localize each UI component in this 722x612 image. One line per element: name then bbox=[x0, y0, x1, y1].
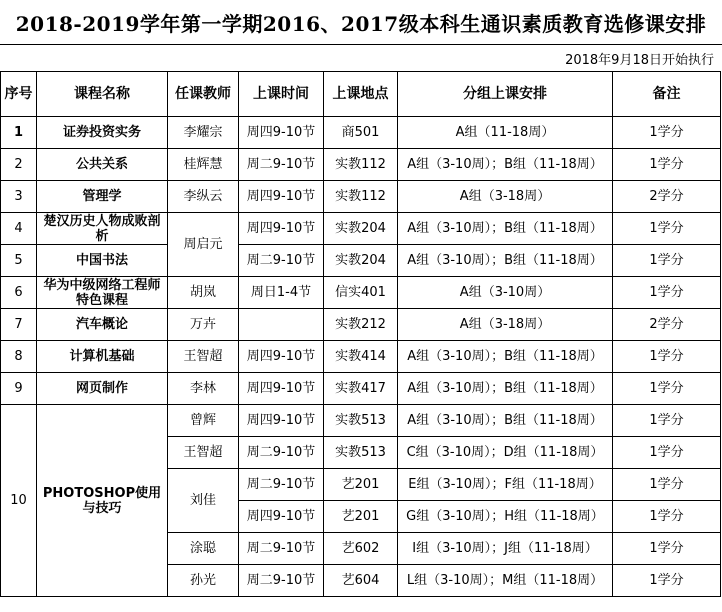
group-arrangement: A组（3-18周） bbox=[398, 309, 613, 341]
class-place: 实教204 bbox=[324, 245, 398, 277]
col-header-group: 分组上课安排 bbox=[398, 72, 613, 117]
credit-note: 1学分 bbox=[613, 373, 721, 405]
credit-note: 1学分 bbox=[613, 277, 721, 309]
course-name: 管理学 bbox=[37, 181, 168, 213]
class-place: 实教513 bbox=[324, 437, 398, 469]
class-time: 周四9-10节 bbox=[239, 405, 324, 437]
credit-note: 1学分 bbox=[613, 437, 721, 469]
page-title: 2018-2019学年第一学期2016、2017级本科生通识素质教育选修课安排 bbox=[15, 11, 707, 36]
table-row bbox=[1, 405, 721, 437]
table-row bbox=[1, 373, 721, 405]
course-name: 楚汉历史人物成败剖析 bbox=[37, 213, 168, 245]
course-name: 公共关系 bbox=[37, 149, 168, 181]
table-row bbox=[1, 277, 721, 309]
group-arrangement: A组（3-10周）；B组（11-18周） bbox=[398, 245, 613, 277]
class-place: 实教513 bbox=[324, 405, 398, 437]
class-time: 周二9-10节 bbox=[239, 437, 324, 469]
class-place: 实教414 bbox=[324, 341, 398, 373]
col-header-note: 备注 bbox=[613, 72, 721, 117]
group-arrangement: A组（3-10周）；B组（11-18周） bbox=[398, 149, 613, 181]
table-row bbox=[1, 341, 721, 373]
row-number: 9 bbox=[1, 373, 37, 405]
class-place: 实教112 bbox=[324, 181, 398, 213]
class-time: 周四9-10节 bbox=[239, 341, 324, 373]
row-number: 5 bbox=[1, 245, 37, 277]
class-time: 周日1-4节 bbox=[239, 277, 324, 309]
header-row bbox=[1, 72, 721, 117]
credit-note: 2学分 bbox=[613, 181, 721, 213]
course-name: 华为中级网络工程师特色课程 bbox=[37, 277, 168, 309]
col-header-course: 课程名称 bbox=[37, 72, 168, 117]
course-name: 网页制作 bbox=[37, 373, 168, 405]
class-time: 周四9-10节 bbox=[239, 181, 324, 213]
group-arrangement: A组（3-10周）；B组（11-18周） bbox=[398, 341, 613, 373]
class-place: 实教112 bbox=[324, 149, 398, 181]
class-place: 艺604 bbox=[324, 565, 398, 597]
group-arrangement: A组（3-18周） bbox=[398, 181, 613, 213]
credit-note: 1学分 bbox=[613, 501, 721, 533]
course-name: 中国书法 bbox=[37, 245, 168, 277]
credit-note: 1学分 bbox=[613, 565, 721, 597]
row-number: 3 bbox=[1, 181, 37, 213]
teacher-name: 李林 bbox=[168, 373, 239, 405]
credit-note: 2学分 bbox=[613, 309, 721, 341]
credit-note: 1学分 bbox=[613, 117, 721, 149]
start-date-note: 2018年9月18日开始执行 bbox=[565, 53, 714, 68]
credit-note: 1学分 bbox=[613, 469, 721, 501]
teacher-name: 万卉 bbox=[168, 309, 239, 341]
group-arrangement: G组（3-10周）；H组（11-18周） bbox=[398, 501, 613, 533]
row-number: 2 bbox=[1, 149, 37, 181]
class-place: 实教204 bbox=[324, 213, 398, 245]
course-name: PHOTOSHOP使用与技巧 bbox=[37, 405, 168, 597]
row-number: 10 bbox=[1, 405, 37, 597]
credit-note: 1学分 bbox=[613, 149, 721, 181]
teacher-name: 胡岚 bbox=[168, 277, 239, 309]
col-header-time: 上课时间 bbox=[239, 72, 324, 117]
table-row bbox=[1, 309, 721, 341]
group-arrangement: A组（3-10周）；B组（11-18周） bbox=[398, 373, 613, 405]
group-arrangement: A组（3-10周） bbox=[398, 277, 613, 309]
course-name: 证券投资实务 bbox=[37, 117, 168, 149]
group-arrangement: E组（3-10周）；F组（11-18周） bbox=[398, 469, 613, 501]
table-row bbox=[1, 149, 721, 181]
teacher-name: 刘佳 bbox=[168, 469, 239, 533]
group-arrangement: A组（11-18周） bbox=[398, 117, 613, 149]
class-time: 周四9-10节 bbox=[239, 501, 324, 533]
teacher-name: 孙光 bbox=[168, 565, 239, 597]
row-number: 6 bbox=[1, 277, 37, 309]
credit-note: 1学分 bbox=[613, 245, 721, 277]
group-arrangement: L组（3-10周）；M组（11-18周） bbox=[398, 565, 613, 597]
class-place: 商501 bbox=[324, 117, 398, 149]
class-place: 实教417 bbox=[324, 373, 398, 405]
row-number: 8 bbox=[1, 341, 37, 373]
class-time: 周二9-10节 bbox=[239, 533, 324, 565]
class-time: 周四9-10节 bbox=[239, 213, 324, 245]
class-place: 艺602 bbox=[324, 533, 398, 565]
class-place: 实教212 bbox=[324, 309, 398, 341]
class-time: 周二9-10节 bbox=[239, 469, 324, 501]
row-number: 7 bbox=[1, 309, 37, 341]
group-arrangement: I组（3-10周）；J组（11-18周） bbox=[398, 533, 613, 565]
teacher-name: 涂聪 bbox=[168, 533, 239, 565]
class-time: 周四9-10节 bbox=[239, 373, 324, 405]
class-time: 周二9-10节 bbox=[239, 565, 324, 597]
class-place: 信实401 bbox=[324, 277, 398, 309]
col-header-place: 上课地点 bbox=[324, 72, 398, 117]
teacher-name: 桂辉慧 bbox=[168, 149, 239, 181]
group-arrangement: C组（3-10周）；D组（11-18周） bbox=[398, 437, 613, 469]
course-name: 计算机基础 bbox=[37, 341, 168, 373]
table-row bbox=[1, 213, 721, 245]
table-row bbox=[1, 181, 721, 213]
row-number: 4 bbox=[1, 213, 37, 245]
group-arrangement: A组（3-10周）；B组（11-18周） bbox=[398, 213, 613, 245]
class-place: 艺201 bbox=[324, 501, 398, 533]
schedule-table bbox=[0, 71, 721, 597]
table-row bbox=[1, 245, 721, 277]
col-header-no: 序号 bbox=[1, 72, 37, 117]
group-arrangement: A组（3-10周）；B组（11-18周） bbox=[398, 405, 613, 437]
class-time: 周二9-10节 bbox=[239, 245, 324, 277]
table-row bbox=[1, 117, 721, 149]
teacher-name: 周启元 bbox=[168, 213, 239, 277]
credit-note: 1学分 bbox=[613, 213, 721, 245]
credit-note: 1学分 bbox=[613, 533, 721, 565]
class-place: 艺201 bbox=[324, 469, 398, 501]
course-name: 汽车概论 bbox=[37, 309, 168, 341]
teacher-name: 王智超 bbox=[168, 437, 239, 469]
teacher-name: 王智超 bbox=[168, 341, 239, 373]
row-number: 1 bbox=[1, 117, 37, 149]
class-time bbox=[239, 309, 324, 341]
class-time: 周二9-10节 bbox=[239, 149, 324, 181]
teacher-name: 曾辉 bbox=[168, 405, 239, 437]
class-time: 周四9-10节 bbox=[239, 117, 324, 149]
start-date-row bbox=[0, 44, 722, 71]
teacher-name: 李纵云 bbox=[168, 181, 239, 213]
col-header-teacher: 任课教师 bbox=[168, 72, 239, 117]
teacher-name: 李耀宗 bbox=[168, 117, 239, 149]
credit-note: 1学分 bbox=[613, 405, 721, 437]
credit-note: 1学分 bbox=[613, 341, 721, 373]
